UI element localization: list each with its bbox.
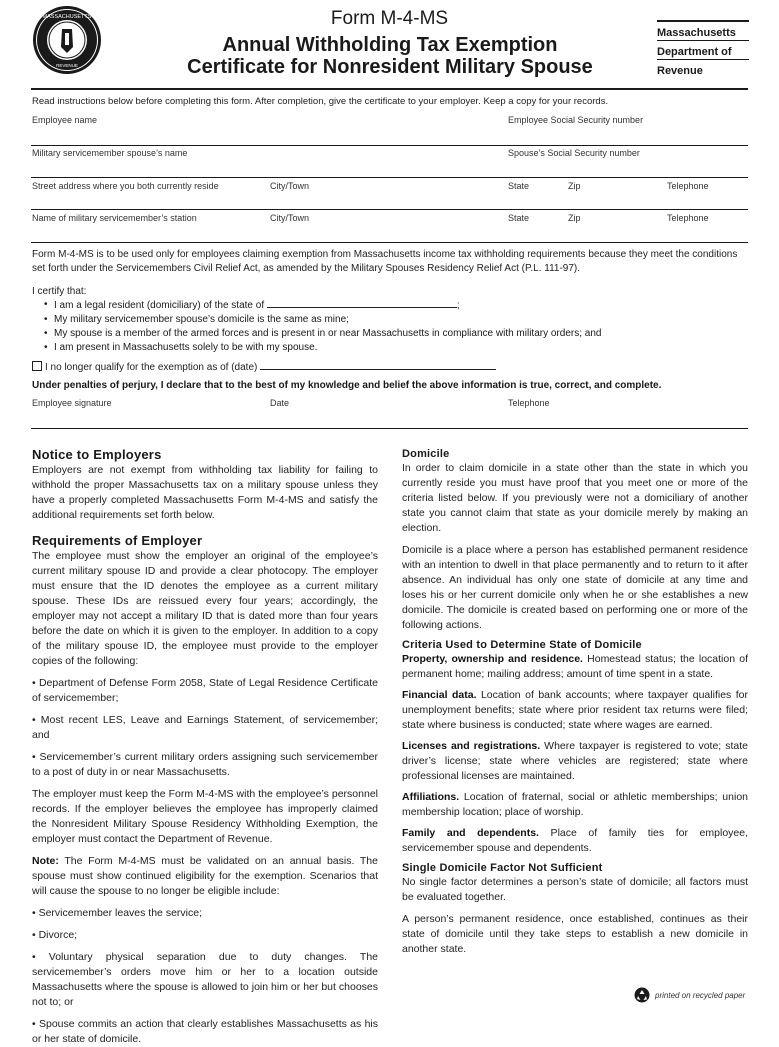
criteria-1: Property, ownership and residence. Homestead status; the location of permanent home; mailing address; amount of time spent in a state. [402, 653, 749, 680]
certify-item-3: • My spouse is a member of the armed forces and is present in or near Massachusetts in compliance with military orders; and [32, 327, 748, 341]
city-label: City/Town [270, 181, 310, 191]
spouse-ssn-label: Spouse’s Social Security number [508, 148, 640, 158]
certify-item-1: • I am a legal resident (domiciliary) of the state of ; [32, 298, 748, 313]
certify-item-2: • My military servicemember spouse’s domicile is the same as mine; [32, 313, 748, 327]
criteria-3: Licenses and registrations. Where taxpayer is registered to vote; state driver’s license; state where vehicles are registered; state where professional licenses are maintained. [402, 740, 748, 782]
employee-name-field[interactable] [31, 145, 748, 146]
single-factor-p1: No single factor determines a person’s state of domicile; all factors must be evaluated together. [402, 876, 748, 903]
form-title-line2: Certificate for Nonresident Military Spouse [187, 56, 593, 78]
notice-text: Employers are not exempt from withholding tax liability for failing to withhold the proper Massachusetts tax on a military spouse unless they have a properly completed Massachusetts Form M-4-MS and satisfy the additional requirements set forth below. [32, 464, 378, 521]
station-label: Name of military servicemember’s station [32, 213, 197, 223]
criteria-heading: Criteria Used to Determine State of Domicile [402, 639, 642, 651]
criteria-5: Family and dependents. Place of family ties for employee, servicemember spouse and dependents. [402, 827, 749, 854]
requirements-heading: Requirements of Employer [32, 533, 203, 548]
svg-text:MASSACHUSETTS: MASSACHUSETTS [42, 14, 92, 20]
recycled-paper-note: printed on recycled paper [655, 991, 746, 1000]
state-label: State [508, 181, 530, 191]
spouse-name-field[interactable] [31, 177, 748, 178]
station-field[interactable] [31, 242, 748, 243]
spouse-name-label: Military servicemember spouse’s name [32, 148, 188, 158]
certify-item-4: • I am present in Massachusetts solely to be with my spouse. [32, 341, 748, 355]
purpose-text: Form M-4-MS is to be used only for employees claiming exemption from Massachusetts income tax withholding requirements because they meet the conditions set forth under the Servicemembers Civil Relief Act, as amended by the Military Spouses Residency Relief Act (P.L. 111-97). [32, 249, 738, 274]
employee-ssn-label: Employee Social Security number [508, 115, 644, 125]
dept-line-1: Massachusetts [657, 22, 749, 41]
right-column [402, 448, 748, 957]
address-field[interactable] [31, 209, 748, 210]
date-label: Date [270, 398, 290, 408]
employee-name-label: Employee name [32, 115, 98, 125]
req-item-2: • Most recent LES, Leave and Earnings Statement, of servicemember; and [32, 714, 378, 741]
street-label: Street address where you both currently reside [32, 181, 219, 191]
header-divider [31, 88, 748, 90]
left-column [32, 447, 378, 1047]
zip-label: Zip [568, 181, 581, 191]
recycle-icon [634, 987, 650, 1003]
instructions: Read instructions below before completing this form. After completion, give the certificate to your employer. Keep a copy for your records. [32, 96, 609, 107]
signature-label: Employee signature [32, 398, 112, 408]
station-zip-label: Zip [568, 213, 581, 223]
criteria-2: Financial data. Location of bank accounts; where taxpayer qualifies for unemployment benefits; state where prior resident tax returns were filed; state where business is conducted; state where wages are earned. [402, 689, 748, 731]
station-city-label: City/Town [270, 213, 310, 223]
no-longer-qualify-row: I no longer qualify for the exemption as of (date) [32, 360, 496, 375]
criteria-4: Affiliations. Location of fraternal, social or athletic memberships; union membership location; place of worship. [402, 791, 748, 818]
domicile-p1: In order to claim domicile in a state other than the state in which you currently reside you must have proof that you meet one or more of the criteria listed below. If you previously were not a domiciliary of another state you cannot claim that state as your domicile merely by making an election. [402, 462, 748, 534]
note-item-4: • Spouse commits an action that clearly establishes Massachusetts as his or her state of domicile. [32, 1018, 378, 1045]
single-factor-heading: Single Domicile Factor Not Sufficient [402, 862, 603, 874]
note-text: Note: The Form M-4-MS must be validated on an annual basis. The spouse must show continued eligibility for the exemption. Scenarios that will cause the spouse to no longer be eligible include: [32, 855, 378, 897]
signature-telephone-label: Telephone [508, 398, 550, 408]
domicile-p2: Domicile is a place where a person has established permanent residence with an intention to dwell in that place permanently and to return to it after absence. An individual has only one state of domicile at any time and loses his or her current domicile only when he or she establishes a new domicile. The domicile is created based on performing one or more of the following actions. [402, 544, 748, 631]
dept-line-3: Revenue [657, 65, 703, 77]
note-item-2: • Divorce; [32, 929, 78, 941]
signature-field[interactable] [31, 428, 748, 429]
state-of-domicile-field[interactable] [267, 298, 457, 308]
note-item-3: • Voluntary physical separation due to duty changes. The servicemember’s orders move him or her to a location outside Massachusetts where the spouse is allowed to join him or her but chooses not to; or [32, 951, 378, 1008]
req-item-3: • Servicemember’s current military orders assigning such servicemember to a post of duty in or near Massachusetts. [32, 751, 378, 778]
station-state-label: State [508, 213, 530, 223]
no-longer-date-field[interactable] [260, 360, 496, 370]
department-block [657, 20, 749, 79]
station-telephone-label: Telephone [667, 213, 709, 223]
no-longer-qualify-checkbox[interactable] [32, 361, 42, 371]
perjury-statement: Under penalties of perjury, I declare that to the best of my knowledge and belief the above information is true, correct, and complete. [32, 380, 662, 391]
keep-records-text: The employer must keep the Form M-4-MS with the employee’s personnel records. If the employer believes the employee has improperly claimed the Nonresident Military Spouse Residency Withholding Exemption, the employer must contact the Department of Revenue. [32, 788, 378, 845]
req-item-1: • Department of Defense Form 2058, State of Legal Residence Certificate of servicemember; [32, 677, 378, 704]
form-number: Form M-4-MS [330, 8, 449, 29]
requirements-text: The employee must show the employer an original of the employee’s current military spouse ID and provide a clear photocopy. The employer must ensure that the ID denotes the employee as a current military spouse. These IDs are reissued every four years; accordingly, the employer may not accept a military ID that is dated more than four years before the date on which it is given to the employer. In addition to a copy of the military spouse ID, the employee must provide to the employer copies of the following: [32, 550, 378, 667]
telephone-label: Telephone [667, 181, 709, 191]
certify-list [32, 298, 748, 355]
single-factor-p2: A person’s permanent residence, once established, continues as their state of domicile until they take steps to establish a new domicile in another state. [402, 913, 748, 955]
dept-line-2: Department of [657, 41, 749, 60]
form-title-line1: Annual Withholding Tax Exemption [222, 34, 558, 56]
note-item-1: • Servicemember leaves the service; [32, 907, 202, 919]
notice-heading: Notice to Employers [32, 447, 162, 462]
domicile-heading: Domicile [402, 448, 450, 460]
certify-intro: I certify that: [32, 286, 87, 297]
svg-text:REVENUE: REVENUE [56, 63, 78, 68]
